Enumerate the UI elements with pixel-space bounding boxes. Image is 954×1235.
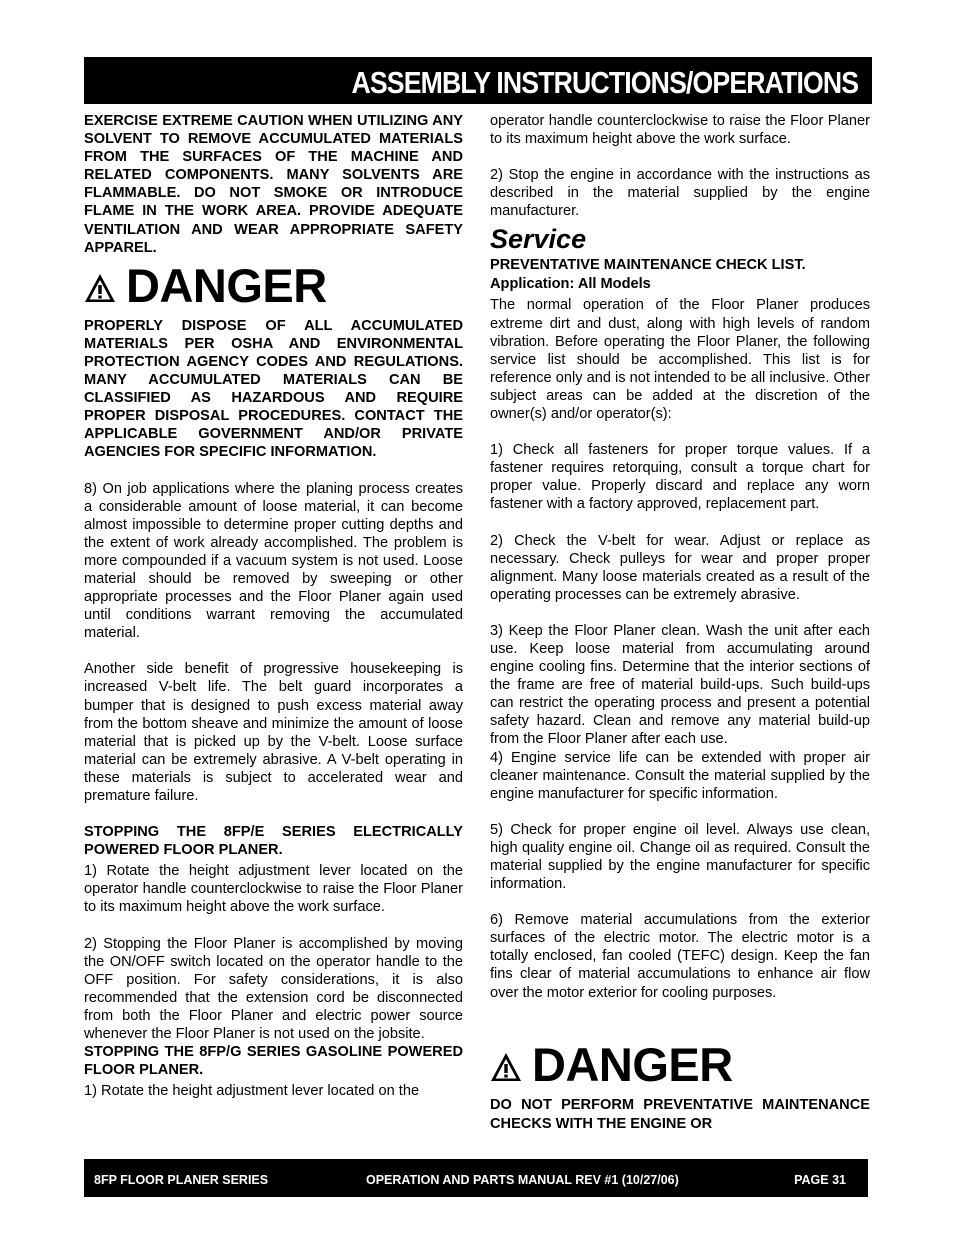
danger-heading-left xyxy=(84,259,463,313)
footer-page-number: PAGE 31 xyxy=(794,1173,846,1187)
paragraph-housekeeping: Another side benefit of progressive housekeeping is increased V-belt life. The belt guard incorporates a bumper that is designed to push excess material away from the bottom sheave and minimize the amount of loose material that is picked up by the V-belt. Loose surface material can be extremely abrasive. A V-belt operating in these materials is subject to accelerated wear and premature failure. xyxy=(84,661,463,804)
stop-gasoline-step-1-cont: operator handle counterclockwise to raise the Floor Planer to its maximum height above the work surface. xyxy=(490,113,870,148)
warning-triangle-icon xyxy=(84,272,116,304)
service-item-1: 1) Check all fasteners for proper torque values. If a fastener requires retorquing, consult a torque chart for proper value. Properly discard and replace any worn fastener with a factory approved, replacement part. xyxy=(490,442,870,513)
left-column xyxy=(84,112,463,1100)
maintenance-danger-text: DO NOT PERFORM PREVENTATIVE MAINTENANCE CHECKS WITH THE ENGINE OR xyxy=(490,1096,870,1132)
service-intro: The normal operation of the Floor Planer produces extreme dirt and dust, along with high levels of random vibration. Before operating the Floor Planer, the following service list should be accomplished. This list is for reference only and is not intended to be all inclusive. Other subject areas can be added at the discretion of the owner(s) and/or operator(s): xyxy=(490,297,870,423)
danger-label: DANGER xyxy=(126,258,327,312)
service-item-6: 6) Remove material accumulations from the exterior surfaces of the electric motor. The electric motor is a totally enclosed, fan cooled (TEFC) design. Keep the fan fins clear of material accumulations to enhance air flow over the motor exterior for cooling purposes. xyxy=(490,912,870,1001)
stop-electric-step-1: 1) Rotate the height adjustment lever located on the operator handle counterclockwise to raise the Floor Planer to its maximum height above the work surface. xyxy=(84,863,463,916)
checklist-heading: PREVENTATIVE MAINTENANCE CHECK LIST. xyxy=(490,257,806,274)
stop-electric-heading: STOPPING THE 8FP/E SERIES ELECTRICALLY POWERED FLOOR PLANER. xyxy=(84,824,463,859)
service-item-2: 2) Check the V-belt for wear. Adjust or replace as necessary. Check pulleys for wear and proper proper alignment. Many loose materials created as a result of the operating processes can be extremely abrasive. xyxy=(490,532,870,603)
service-item-4: 4) Engine service life can be extended with proper air cleaner maintenance. Consult the material supplied by the engine manufacturer for specific information. xyxy=(490,749,870,802)
service-section-title: Service xyxy=(490,224,587,255)
solvent-caution: EXERCISE EXTREME CAUTION WHEN UTILIZING ANY SOLVENT TO REMOVE ACCUMULATED MATERIALS FROM THE SURFACES OF THE MACHINE AND RELATED COMPONENTS. MANY SOLVENTS ARE FLAMMABLE. DO NOT SMOKE OR INTRODUCE FLAME IN THE WORK AREA. PROVIDE ADEQUATE VENTILATION AND WEAR APPROPRIATE SAFETY APPAREL. xyxy=(84,113,463,256)
disposal-danger-text: PROPERLY DISPOSE OF ALL ACCUMULATED MATERIALS PER OSHA AND ENVIRONMENTAL PROTECTION AGENCY CODES AND REGULATIONS. MANY ACCUMULATED MATERIALS CAN BE CLASSIFIED AS HAZARDOUS AND REQUIRE PROPER DISPOSAL PROCEDURES. CONTACT THE APPLICABLE GOVERNMENT AND/OR PRIVATE AGENCIES FOR SPECIFIC INFORMATION. xyxy=(84,317,463,461)
application-models: Application: All Models xyxy=(490,276,651,293)
stop-gasoline-step-1-start: 1) Rotate the height adjustment lever located on the xyxy=(84,1083,420,1100)
page-footer xyxy=(84,1159,868,1197)
service-item-5: 5) Check for proper engine oil level. Always use clean, high quality engine oil. Change oil as required. Consult the material supplied by the engine manufacturer for specific information. xyxy=(490,821,870,893)
stop-gasoline-step-2: 2) Stop the engine in accordance with the instructions as described in the material supplied by the engine manufacturer. xyxy=(490,167,870,220)
footer-manual-rev: OPERATION AND PARTS MANUAL REV #1 (10/27/06) xyxy=(366,1173,679,1187)
page-title: ASSEMBLY INSTRUCTIONS/OPERATIONS xyxy=(351,65,858,100)
danger-label: DANGER xyxy=(532,1037,733,1091)
stop-gasoline-heading: STOPPING THE 8FP/G SERIES GASOLINE POWERED FLOOR PLANER. xyxy=(84,1044,463,1079)
footer-series: 8FP FLOOR PLANER SERIES xyxy=(94,1173,269,1187)
right-column xyxy=(490,112,870,1134)
service-item-3: 3) Keep the Floor Planer clean. Wash the unit after each use. Keep loose material from accumulating around engine cooling fins. Determine that the interior sections of the frame are free of material build-ups. Such build-ups can restrict the operating process and present a potential safety hazard. Clean and remove any material build-up from the Floor Planer after each use. xyxy=(490,622,870,748)
warning-triangle-icon xyxy=(490,1051,522,1083)
page-header xyxy=(84,57,872,104)
danger-heading-right xyxy=(490,1038,870,1092)
stop-electric-step-2: 2) Stopping the Floor Planer is accomplished by moving the ON/OFF switch located on the operator handle to the OFF position. For safety considerations, it is also recommended that the extension cord be disconnected from both the Floor Planer and electric power source whenever the Floor Planer is not used on the jobsite. xyxy=(84,935,463,1043)
paragraph-loose-material: 8) On job applications where the planing process creates a considerable amount of loose material, it can become almost impossible to determine proper cutting depths and the extent of work already accomplished. The problem is more compounded if a vacuum system is not used. Loose material should be removed by sweeping or other appropriate processes and the Floor Planer again used until conditions warrant removing the accumulated material. xyxy=(84,480,463,642)
